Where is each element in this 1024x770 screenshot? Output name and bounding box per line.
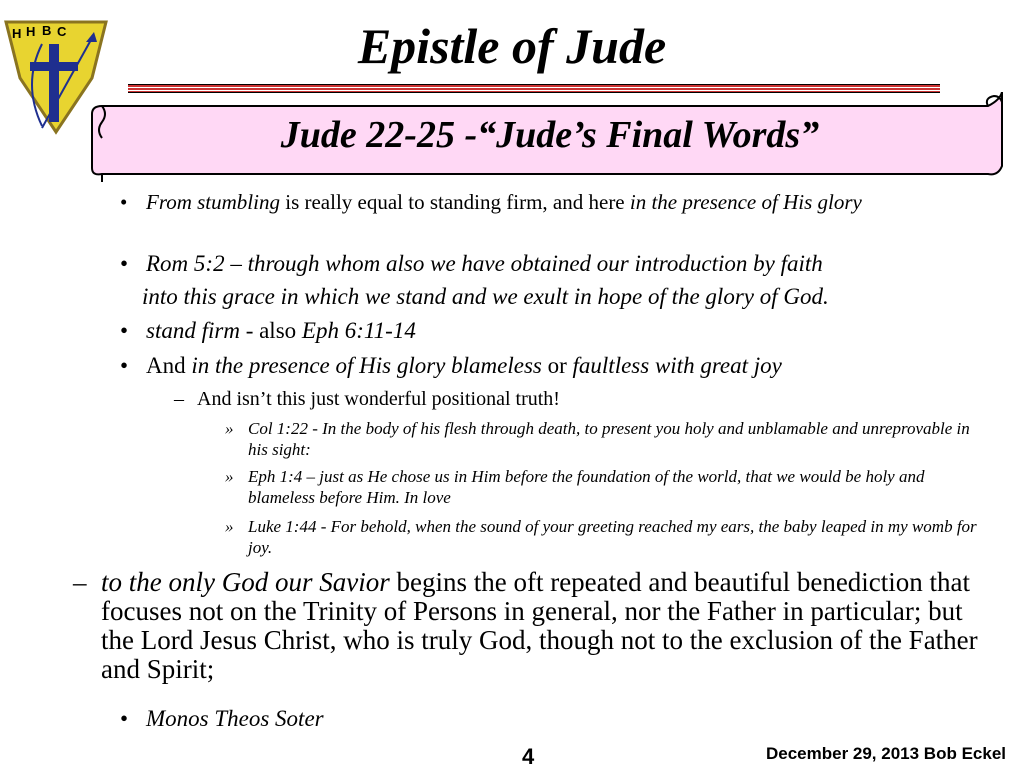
bullet-marker: • (120, 318, 129, 343)
text-italic: in the presence of His glory (629, 190, 862, 214)
bullet-rom-5-2: Rom 5:2 – through whom also we have obtained our introduction by faith (146, 251, 823, 276)
text-plain: is really equal to standing firm, and here (279, 190, 630, 214)
svg-text:C: C (57, 24, 67, 39)
text-plain: And (146, 353, 192, 378)
svg-text:B: B (42, 23, 52, 38)
page-number: 4 (522, 744, 535, 769)
page-title: Epistle of Jude (357, 18, 667, 74)
ref-eph-1-4: Eph 1:4 – just as He chose us in Him before the foundation of the world, that we would be holy and blameless before Him. In love (248, 467, 925, 507)
bullet-from-stumbling (146, 189, 986, 215)
bullet-marker: • (120, 251, 129, 276)
bullet-presence-of-glory (146, 350, 1006, 382)
ref-luke-1-44: Luke 1:44 - For behold, when the sound of your greeting reached my ears, the baby leaped in my womb for joy. (248, 517, 977, 557)
dash-marker: – (174, 388, 184, 410)
svg-text:H: H (12, 26, 22, 41)
bullet-rom-5-2-cont: into this grace in which we stand and we exult in hope of the glory of God. (142, 284, 829, 309)
footer-date: December 29, 2013 Bob Eckel (765, 744, 1006, 763)
text-plain: - also (239, 318, 302, 343)
text-italic: From stumbling (146, 190, 280, 214)
ref-marker: » (225, 467, 234, 486)
ref-marker: » (225, 517, 234, 536)
text-italic: stand firm (146, 318, 240, 343)
text-italic: faultless with great joy (572, 353, 782, 378)
text-italic: Eph 6:11-14 (301, 318, 416, 343)
text-plain: begins the oft repeated and beautiful benediction that focuses not on the Trinity of Persons in general, nor the Father in particular; but the Lord Jesus Christ, who is truly God, though not to the exclusion of the Father and Spirit; (101, 567, 978, 684)
benediction-paragraph (101, 568, 1001, 684)
svg-text:H: H (26, 24, 36, 39)
sub-bullet-positional-truth: And isn’t this just wonderful positional truth! (197, 388, 560, 410)
text-italic: to the only God our Savior (101, 567, 390, 597)
ref-col-1-22: Col 1:22 - In the body of his flesh through death, to present you holy and unblamable and unreprovable in his sight: (248, 419, 970, 459)
bullet-monos-theos-soter: Monos Theos Soter (146, 706, 324, 731)
bullet-marker: • (120, 706, 129, 731)
bullet-marker: • (120, 190, 128, 214)
bullet-stand-firm (146, 315, 986, 347)
banner-heading: Jude 22-25 -“Jude’s Final Words” (280, 114, 820, 156)
text-plain: or (541, 353, 573, 378)
dash-marker: – (73, 567, 87, 597)
ref-marker: » (225, 419, 234, 438)
text-italic: in the presence of His glory blameless (191, 353, 542, 378)
bullet-marker: • (120, 353, 129, 378)
